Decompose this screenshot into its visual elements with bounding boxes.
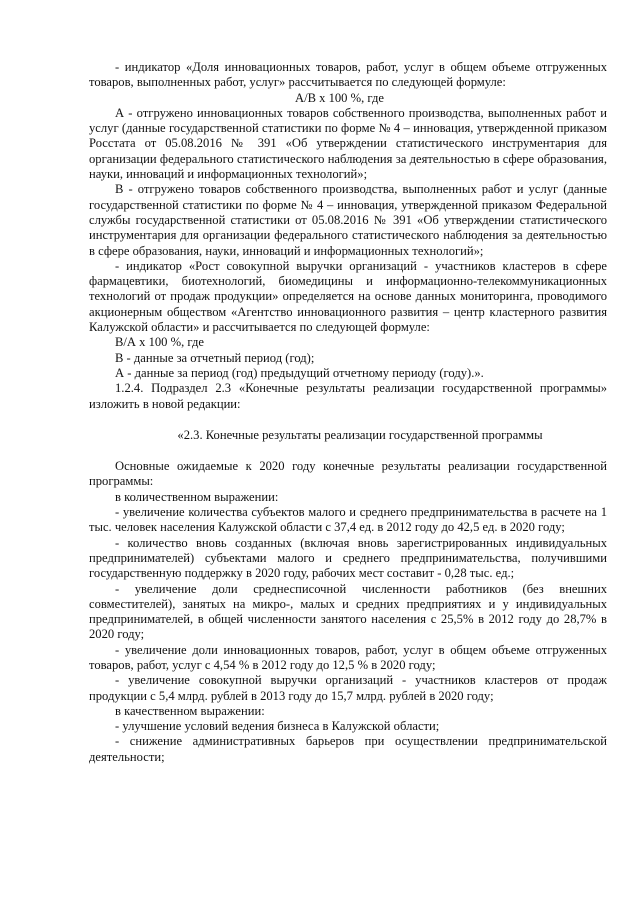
paragraph-subsection-edit: 1.2.4. Подраздел 2.3 «Конечные результаты реализации государственной программы» изложить в новой редакции:: [89, 381, 607, 411]
list-item-business-conditions: - улучшение условий ведения бизнеса в Калужской области;: [115, 719, 440, 734]
list-item-innovation-share: - увеличение доли инновационных товаров, работ, услуг в общем объеме отгруженных товаров, работ, услуг с 4,54 % в 2012 году до 12,5 % в 2020 году;: [89, 642, 607, 672]
paragraph-definition-a: А - отгружено инновационных товаров собственного производства, выполненных работ и услуг (данные государственной статистики по форме № 4 – инновация, утвержденной приказом Росстата от 05.08.2016 № 391 «Об утверждении статистического инструментария для организации федерального статистического наблюдения за деятельностью в сфере образования, науки, инноваций и информационных технологий»;: [89, 105, 607, 182]
section-heading: «2.3. Конечные результаты реализации государственной программы: [177, 427, 543, 442]
paragraph-definition-b: В - отгружено товаров собственного производства, выполненных работ и услуг (данные государственной статистики по форме № 4 – инновация, утвержденной приказом Федеральной службы государственной статистики от 05.08.2016 № 391 «Об утверждении статистического инструментария для организации федерального статистического наблюдения за деятельностью в сфере образования, науки, инноваций и информационных технологий»;: [89, 182, 607, 258]
formula-b-over-a: В/А х 100 %, где: [115, 335, 204, 350]
formula-a-over-b: А/В х 100 %, где: [295, 90, 384, 105]
list-item-admin-barriers: - снижение административных барьеров при осуществлении предпринимательской деятельности;: [89, 734, 607, 764]
paragraph-qualitative-label: в качественном выражении:: [115, 703, 265, 718]
paragraph-indicator-innovation-share: - индикатор «Доля инновационных товаров, работ, услуг в общем объеме отгруженных товаров, выполненных работ, услуг» рассчитывается по следующей формуле:: [89, 60, 607, 90]
list-item-sme-count: - увеличение количества субъектов малого и среднего предпринимательства в расчете на 1 тыс. человек населения Калужской области с 37,4 ед. в 2012 году до 42,5 ед. в 2020 году;: [89, 505, 607, 535]
list-item-cluster-revenue: - увеличение совокупной выручки организаций - участников кластеров от продаж продукции с 5,4 млрд. рублей в 2013 году до 15,7 млрд. рублей в 2020 году;: [89, 673, 607, 703]
paragraph-definition-b-period: В - данные за отчетный период (год);: [115, 350, 315, 365]
list-item-new-jobs: - количество вновь созданных (включая вновь зарегистрированных индивидуальных предпринимателей) субъектами малого и среднего предпринимательства, получившими государственную поддержку в 2020 году, рабочих мест составит - 0,28 тыс. ед.;: [89, 535, 607, 581]
paragraph-definition-a-period: А - данные за период (год) предыдущий отчетному периоду (году).».: [115, 365, 484, 380]
list-item-employment-share: - увеличение доли среднесписочной численности работников (без внешних совместителей), занятых на микро-, малых и средних предприятиях и у индивидуальных предпринимателей, в общей численности занятого населения с 25,5% в 2012 году до 28,7% в 2020 году;: [89, 581, 607, 642]
paragraph-indicator-cluster-revenue: - индикатор «Рост совокупной выручки организаций - участников кластеров в сфере фармацевтики, биотехнологий, биомедицины и информационно-телекоммуникационных технологий от продаж продукции» определяется на основе данных мониторинга, проводимого акционерным обществом «Агентство инновационного развития – центр кластерного развития Калужской области» и рассчитывается по следующей формуле:: [89, 258, 607, 335]
document-body: [89, 60, 607, 765]
paragraph-quantitative-label: в количественном выражении:: [115, 489, 279, 504]
paragraph-expected-results: Основные ожидаемые к 2020 году конечные результаты реализации государственной программы:: [89, 459, 607, 489]
